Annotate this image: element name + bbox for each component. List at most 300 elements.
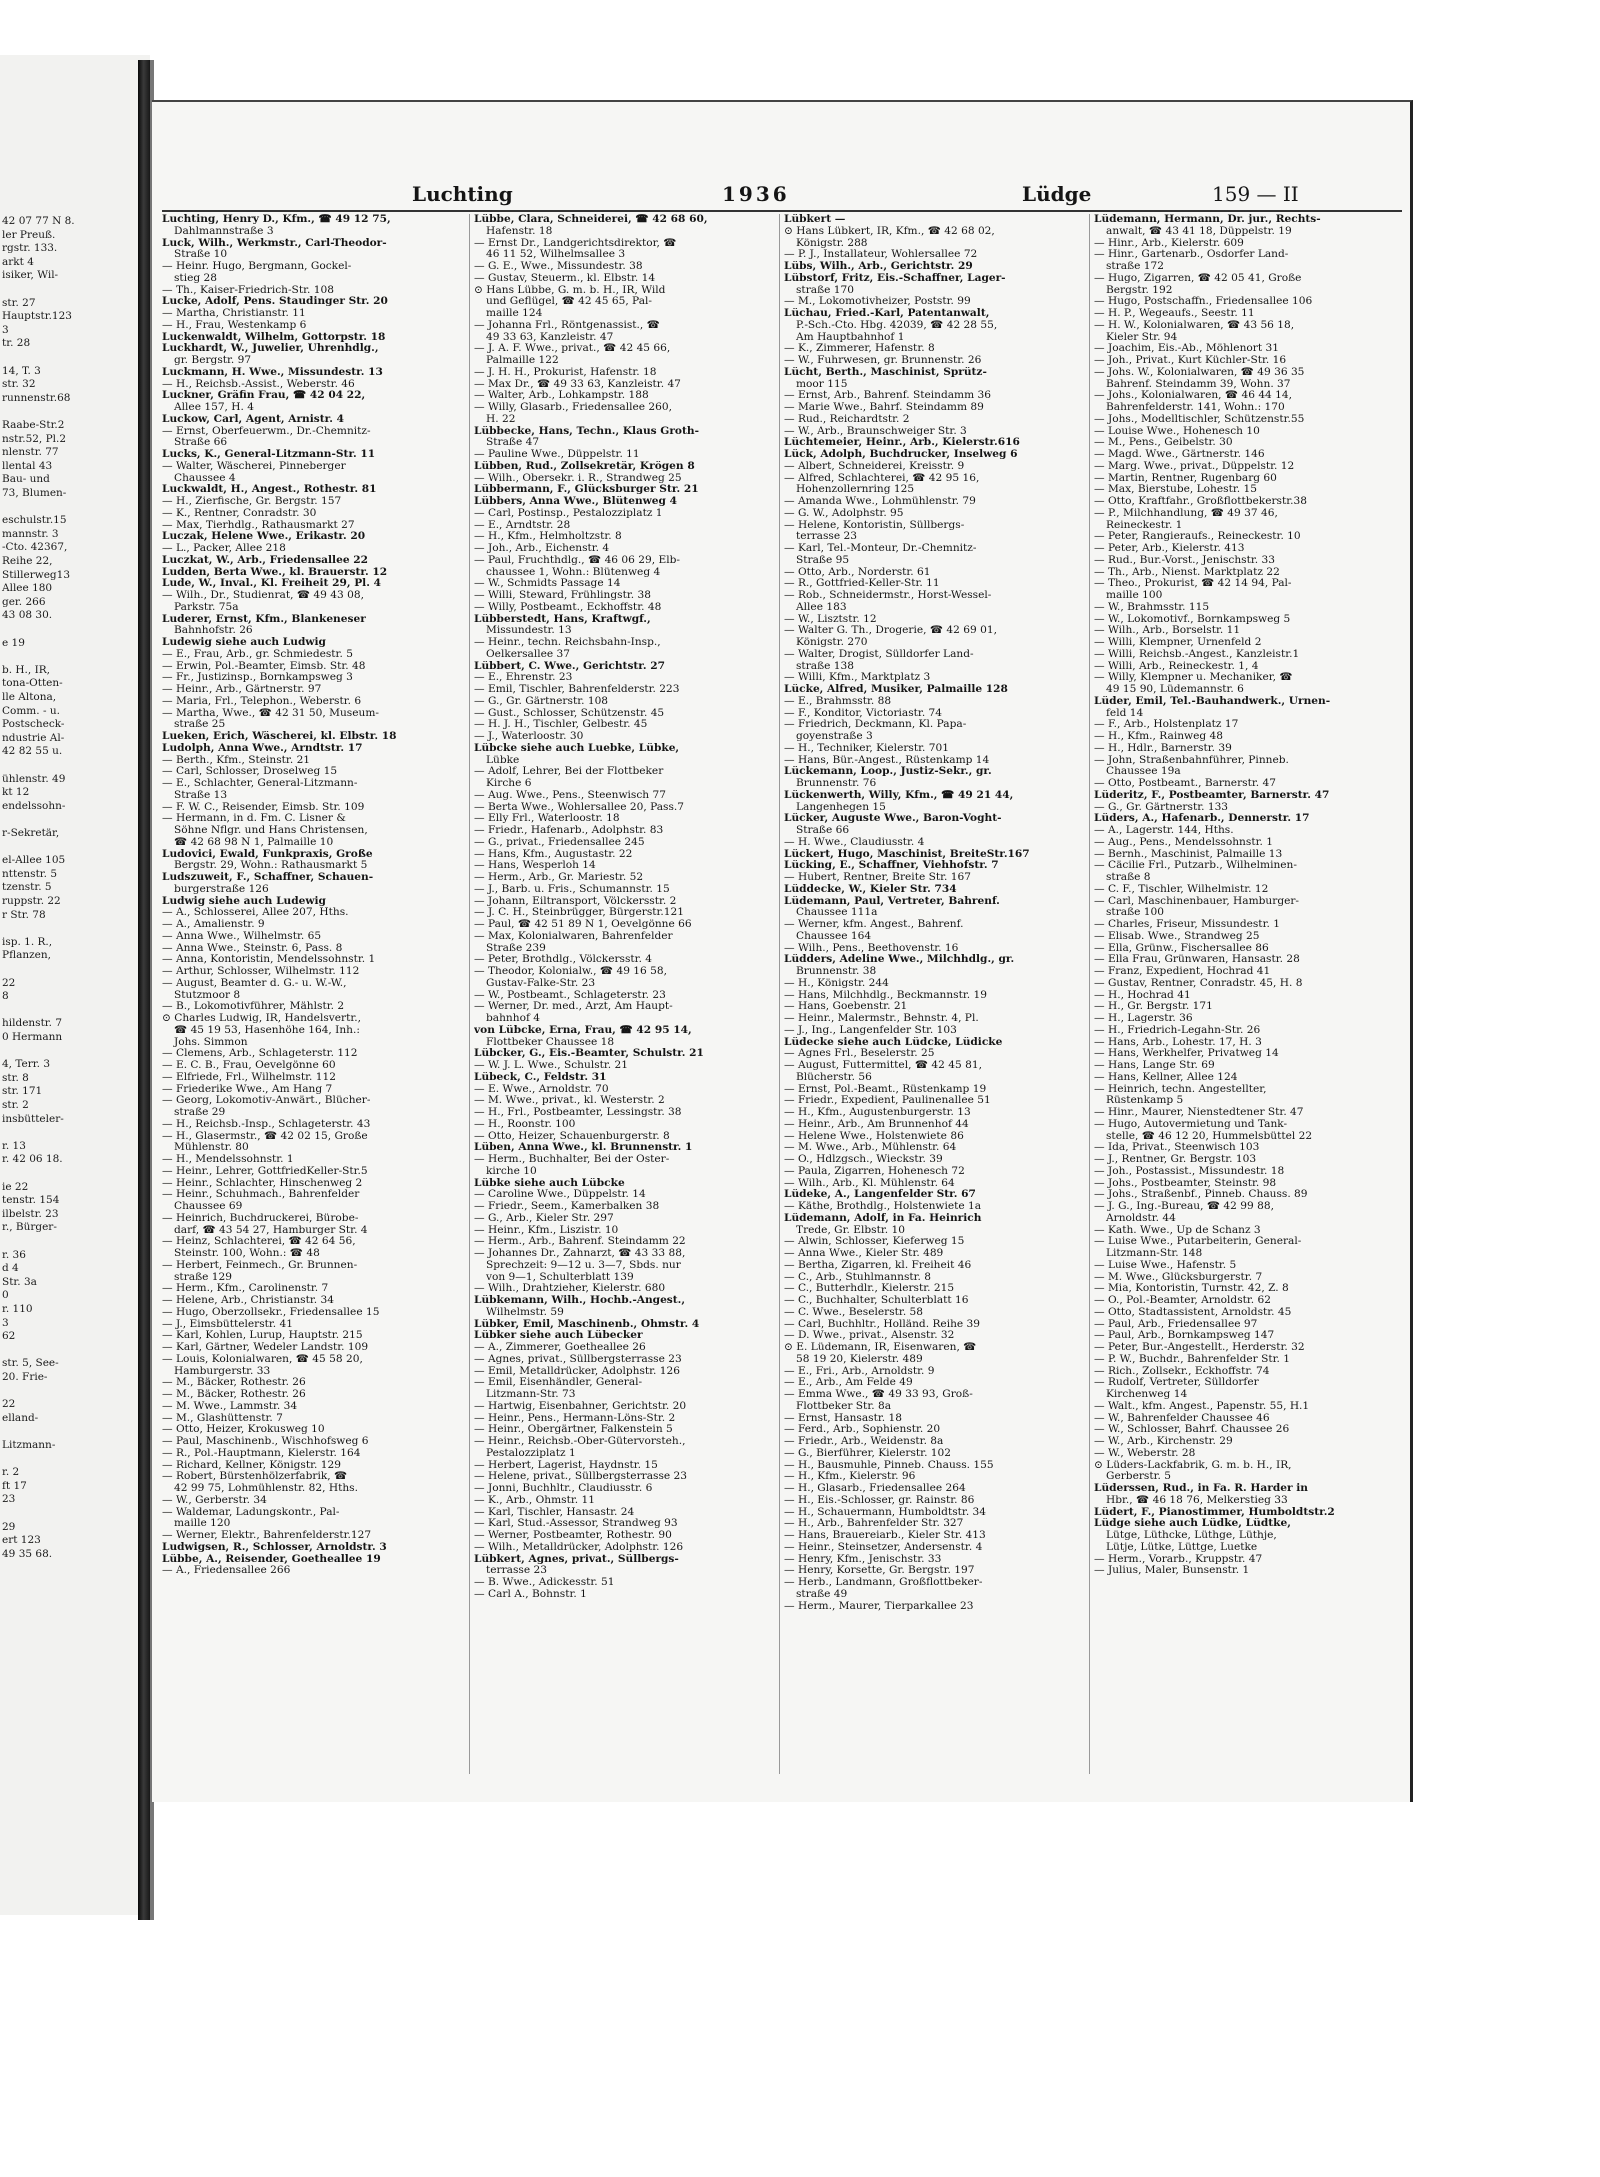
directory-entry: — Mia, Kontoristin, Turnstr. 42, Z. 8	[1094, 1283, 1289, 1295]
previous-page-text: 22	[2, 1398, 16, 1411]
directory-entry: Ludewig siehe auch Ludwig	[162, 637, 326, 648]
directory-entry: — A., Zimmerer, Goetheallee 26	[474, 1342, 646, 1353]
directory-entry: Allee 157, H. 4	[174, 402, 255, 413]
directory-entry: Lüben, Anna Wwe., kl. Brunnenstr. 1	[474, 1142, 693, 1154]
directory-entry: ☎ 42 68 98 N 1, Palmaille 10	[174, 836, 334, 848]
directory-entry: Lückert, Hugo, Maschinist, BreiteStr.167	[784, 848, 1030, 860]
directory-column-1	[162, 214, 470, 1774]
directory-entry: Lücht, Berth., Maschinist, Sprütz-	[784, 366, 987, 378]
directory-entry: — J. C. H., Steinbrügger, Bürgerstr.121	[474, 907, 685, 919]
directory-entry: — C., Arb., Stuhlmannstr. 8	[784, 1271, 932, 1283]
header-last-entry: Lüdge	[1022, 182, 1092, 206]
directory-entry: — M., Bäcker, Rothestr. 26	[162, 1389, 306, 1400]
directory-entry: — H., Hochrad 41	[1094, 989, 1191, 1001]
directory-entry: — W., Bahrenfelder Chaussee 46	[1094, 1412, 1270, 1424]
previous-page-text: str. 27	[2, 296, 36, 309]
directory-entry: — Friedr., Arb., Weidenstr. 8a	[784, 1436, 944, 1447]
directory-entry: — Charles, Friseur, Missundestr. 1	[1094, 919, 1280, 930]
previous-page-text: Str. 3a	[2, 1275, 37, 1288]
directory-entry: — H., Frau, Westenkamp 6	[162, 319, 307, 331]
directory-entry: — Johs., Straßenbf., Pinneb. Chauss. 89	[1094, 1189, 1308, 1201]
directory-entry: — W., Postbeamt., Schlageterstr. 23	[474, 989, 666, 1001]
directory-entry: Langenhegen 15	[796, 801, 886, 813]
directory-entry: — K., Arb., Ohmstr. 11	[474, 1494, 595, 1506]
directory-entry: — Berth., Kfm., Steinstr. 21	[162, 754, 311, 766]
directory-entry: — Franz, Expedient, Hochrad 41	[1094, 966, 1271, 977]
previous-page-text: Postscheck-	[2, 718, 65, 731]
directory-entry: Wilhelmstr. 59	[486, 1306, 564, 1318]
directory-entry: — G., privat., Friedensallee 245	[474, 836, 645, 848]
directory-entry: — Th., Kaiser-Friedrich-Str. 108	[162, 284, 334, 296]
previous-page-text: el-Allee 105	[2, 854, 66, 867]
directory-entry: 58 19 20, Kielerstr. 489	[796, 1353, 923, 1365]
directory-columns	[158, 214, 1406, 1774]
directory-entry: Hamburgerstr. 33	[174, 1365, 271, 1377]
previous-page-text: r., Bürger-	[2, 1221, 57, 1234]
directory-entry: — Friedr., Hafenarb., Adolphstr. 83	[474, 825, 664, 836]
directory-entry: — Karl, Tischler, Hansastr. 24	[474, 1506, 635, 1518]
directory-entry: — Robert, Bürstenhölzerfabrik, ☎	[162, 1471, 348, 1483]
directory-entry: — Arthur, Schlosser, Wilhelmstr. 112	[162, 966, 360, 977]
directory-entry: anwalt, ☎ 43 41 18, Düppelstr. 19	[1106, 225, 1292, 237]
directory-entry: — W., Brahmsstr. 115	[1094, 601, 1210, 613]
directory-entry: Lüdders, Adeline Wwe., Milchhdlg., gr.	[784, 954, 1015, 966]
directory-entry: — Johann, Eiltransport, Völckersstr. 2	[474, 895, 677, 907]
directory-entry: ⊙ Charles Ludwig, IR, Handelsvertr.,	[162, 1013, 361, 1024]
directory-entry: — J., Barb. u. Fris., Schumannstr. 15	[474, 883, 670, 895]
directory-entry: chaussee 1, Wohn.: Blütenweg 4	[486, 566, 661, 578]
directory-entry: Lücke, Alfred, Musiker, Palmaille 128	[784, 684, 1008, 695]
directory-entry: — Hinr., Gartenarb., Osdorfer Land-	[1094, 249, 1289, 261]
previous-page-text: Stillerweg13	[2, 568, 71, 581]
directory-entry: Sprechzeit: 9—12 u. 3—7, Sbds. nur	[486, 1259, 681, 1271]
directory-entry: — Caroline Wwe., Düppelstr. 14	[474, 1189, 646, 1201]
directory-entry: — G., Bierführer, Kielerstr. 102	[784, 1447, 952, 1459]
previous-page-text: isp. 1. R.,	[2, 935, 53, 948]
previous-page-text: r. 42 06 18.	[2, 1153, 63, 1166]
directory-entry: — Anna, Kontoristin, Mendelssohnstr. 1	[162, 954, 376, 966]
directory-entry: Bergstr. 192	[1106, 284, 1173, 296]
directory-entry: Ludovici, Ewald, Funkpraxis, Große	[162, 848, 373, 860]
directory-entry: — Heinr., Lehrer, GottfriedKeller-Str.5	[162, 1165, 368, 1177]
directory-entry: — M. Wwe., Arb., Mühlenstr. 64	[784, 1142, 957, 1154]
directory-entry: — H., Hdlr., Barnerstr. 39	[1094, 742, 1232, 754]
directory-entry: Pestalozziplatz 1	[486, 1447, 576, 1459]
directory-entry: kirche 10	[486, 1165, 537, 1177]
directory-entry: — Werner, Dr. med., Arzt, Am Haupt-	[474, 1001, 673, 1013]
directory-entry: — Friedrich, Deckmann, Kl. Papa-	[784, 719, 967, 731]
directory-entry: — Wilh., Arb., Kl. Mühlenstr. 64	[784, 1177, 955, 1189]
directory-entry: Lüddecke, W., Kieler Str. 734	[784, 883, 957, 895]
directory-entry: — Karl, Gärtner, Wedeler Landstr. 109	[162, 1342, 369, 1353]
directory-entry: feld 14	[1106, 707, 1144, 719]
directory-entry: Lüderssen, Rud., in Fa. R. Harder in	[1094, 1483, 1308, 1494]
directory-entry: Steinstr. 100, Wohn.: ☎ 48	[174, 1248, 320, 1259]
previous-page-text: tona-Otten-	[2, 677, 63, 690]
directory-entry: — Carl, Postinsp., Pestalozziplatz 1	[474, 507, 663, 519]
directory-entry: und Geflügel, ☎ 42 45 65, Pal-	[486, 296, 652, 308]
directory-entry: Kirchenweg 14	[1106, 1389, 1188, 1400]
directory-entry: — H. P., Wegeaufs., Seestr. 11	[1094, 308, 1255, 319]
previous-page-text: r-Sekretär,	[2, 827, 60, 839]
directory-entry: — Elly Frl., Waterloostr. 18	[474, 813, 620, 825]
directory-entry: Gustav-Falke-Str. 23	[486, 977, 596, 989]
directory-entry: Lüdemann, Hermann, Dr. jur., Rechts-	[1094, 214, 1321, 225]
directory-entry: Bahnhofstr. 26	[174, 625, 253, 637]
directory-entry: Straße 239	[486, 942, 546, 954]
directory-entry: — Werner, Postbeamter, Rothestr. 90	[474, 1530, 672, 1541]
directory-entry: — G. E., Wwe., Missundestr. 38	[474, 261, 643, 272]
directory-entry: Stutzmoor 8	[174, 989, 241, 1001]
directory-entry: — M. Wwe., Lammstr. 34	[162, 1400, 298, 1412]
directory-entry: — Helene Wwe., Holstenwiete 86	[784, 1130, 964, 1142]
directory-entry: — Otto, Postbeamt., Barnerstr. 47	[1094, 778, 1276, 789]
directory-entry: Lübkert, Agnes, privat., Süllbergs-	[474, 1553, 679, 1565]
directory-entry: — Heinr., Kfm., Liszistr. 10	[474, 1224, 619, 1236]
previous-page-text: str. 32	[2, 378, 36, 391]
directory-entry: straße 170	[796, 284, 855, 296]
directory-entry: — H. J. H., Tischler, Gelbestr. 45	[474, 719, 648, 731]
previous-page-text: ilbelstr. 23	[2, 1207, 59, 1220]
directory-entry: — A., Friedensallee 266	[162, 1565, 291, 1577]
directory-entry: — Emil, Eisenhändler, General-	[474, 1377, 643, 1389]
directory-entry: — Paula, Zigarren, Hohenesch 72	[784, 1165, 965, 1177]
directory-entry: straße 100	[1106, 907, 1165, 919]
directory-entry: maille 124	[486, 308, 543, 319]
directory-entry: Lüders, A., Hafenarb., Dennerstr. 17	[1094, 813, 1310, 825]
directory-entry: — Friedr., Expedient, Paulinenallee 51	[784, 1095, 991, 1107]
directory-entry: — Rich., Zollsekr., Eckhoffstr. 74	[1094, 1365, 1270, 1377]
directory-entry: 46 11 52, Wilhelmsallee 3	[486, 249, 626, 261]
directory-entry: — Theo., Prokurist, ☎ 42 14 94, Pal-	[1094, 578, 1292, 590]
directory-entry: — Waldemar, Ladungskontr., Pal-	[162, 1506, 340, 1518]
directory-entry: — H., Reichsb.-Insp., Schlageterstr. 43	[162, 1118, 371, 1130]
directory-entry: — Kath. Wwe., Up de Schanz 3	[1094, 1224, 1261, 1236]
directory-entry: — J., Eimsbüttelerstr. 41	[162, 1318, 294, 1330]
previous-page-text: str. 171	[2, 1085, 43, 1098]
directory-entry: — Herm., Arb., Bahrenf. Steindamm 22	[474, 1236, 686, 1248]
directory-entry: Lüdemann, Adolf, in Fa. Heinrich	[784, 1212, 982, 1224]
directory-entry: — J., Waterloostr. 30	[474, 731, 584, 742]
previous-page-text: Hauptstr.123	[2, 310, 72, 323]
directory-entry: — G. W., Adolphstr. 95	[784, 507, 904, 519]
directory-entry: — H., Gr. Bergstr. 171	[1094, 1001, 1213, 1013]
previous-page-text: 62	[2, 1330, 16, 1343]
directory-column-3	[784, 214, 1090, 1774]
directory-entry: — Joh., Arb., Eichenstr. 4	[474, 543, 610, 554]
directory-entry: — Anna Wwe., Kieler Str. 489	[784, 1248, 944, 1259]
directory-entry: — Helene, Arb., Christianstr. 34	[162, 1295, 334, 1306]
directory-entry: — E., Brahmsstr. 88	[784, 695, 892, 707]
previous-page-text: 14, T. 3	[2, 364, 41, 377]
directory-entry: — Johs., Postbeamter, Steinstr. 98	[1094, 1177, 1277, 1189]
directory-entry: Lüdeke, A., Langenfelder Str. 67	[784, 1189, 976, 1201]
directory-entry: Flottbeker Chaussee 18	[486, 1036, 615, 1048]
directory-entry: Straße 66	[796, 825, 850, 836]
directory-entry: bahnhof 4	[486, 1013, 540, 1024]
previous-page-text: nstr.52, Pl.2	[2, 432, 67, 445]
directory-entry: Lucke, Adolf, Pens. Staudinger Str. 20	[162, 296, 388, 308]
directory-entry: maille 100	[1106, 590, 1163, 601]
directory-entry: — A., Lagerstr. 144, Hths.	[1094, 825, 1234, 836]
directory-entry: Lück, Adolph, Buchdrucker, Inselweg 6	[784, 449, 1018, 460]
directory-entry: — Peter, Rangieraufs., Reineckestr. 10	[1094, 531, 1301, 543]
directory-entry: Luckmann, H. Wwe., Missundestr. 13	[162, 366, 383, 378]
directory-entry: — B., Lokomotivführer, Mählstr. 2	[162, 1001, 345, 1013]
directory-entry: — H., Arb., Bahrenfelder Str. 327	[784, 1518, 964, 1530]
directory-entry: — Willi, Kfm., Marktplatz 3	[784, 672, 931, 684]
directory-entry: — Alwin, Schlosser, Kieferweg 15	[784, 1236, 965, 1248]
directory-entry: Lüdge siehe auch Lüdke, Lüdtke,	[1094, 1518, 1291, 1530]
directory-entry: — Wilh., Arb., Borselstr. 11	[1094, 625, 1241, 637]
directory-entry: — A., Schlosserei, Allee 207, Hths.	[162, 907, 349, 919]
directory-entry: Reineckestr. 1	[1106, 519, 1183, 531]
directory-entry: straße 49	[796, 1588, 848, 1600]
directory-entry: — Carl A., Bohnstr. 1	[474, 1588, 587, 1600]
directory-entry: — Willi, Arb., Reineckestr. 1, 4	[1094, 660, 1259, 672]
directory-entry: — Otto, Heizer, Krokusweg 10	[162, 1424, 325, 1436]
directory-entry: — Johs., Kolonialwaren, ☎ 46 44 14,	[1094, 390, 1293, 402]
directory-entry: — E., Arndtstr. 28	[474, 519, 571, 531]
directory-entry: — Willy, Glasarb., Friedensallee 260,	[474, 402, 672, 413]
directory-entry: 49 33 63, Kanzleistr. 47	[486, 331, 614, 343]
directory-entry: — Gustav, Steuerm., kl. Elbstr. 14	[474, 272, 656, 284]
directory-entry: — Heinr., Arb., Am Brunnenhof 44	[784, 1118, 969, 1130]
directory-entry: — Käthe, Brothdlg., Holstenwiete 1a	[784, 1201, 982, 1212]
previous-page-text: nlenstr. 77	[2, 446, 59, 459]
directory-entry: Luchting, Henry D., Kfm., ☎ 49 12 75,	[162, 214, 391, 225]
directory-entry: Allee 183	[796, 601, 847, 613]
directory-entry: Bahrenf. Steindamm 39, Wohn. 37	[1106, 378, 1291, 390]
directory-entry: — Hermann, in d. Fm. C. Lisner &	[162, 813, 346, 825]
directory-entry: Lüdemann, Paul, Vertreter, Bahrenf.	[784, 895, 1000, 907]
directory-entry: Straße 10	[174, 249, 228, 261]
directory-entry: — H., Zierfische, Gr. Bergstr. 157	[162, 496, 342, 507]
directory-entry: — H., Königstr. 244	[784, 977, 889, 989]
directory-entry: Lübstorf, Fritz, Eis.-Schaffner, Lager-	[784, 272, 1006, 284]
previous-page-text: ger. 266	[2, 595, 46, 608]
previous-page-text: str. 2	[2, 1099, 29, 1111]
directory-entry: — Wilh., Metalldrücker, Adolphstr. 126	[474, 1541, 684, 1553]
directory-entry: Lückenwerth, Willy, Kfm., ☎ 49 21 44,	[784, 789, 1014, 801]
directory-entry: Palmaille 122	[486, 355, 559, 366]
previous-page-text: 0 Hermann	[2, 1031, 63, 1043]
previous-page-text: 3	[2, 1316, 9, 1329]
directory-entry: H. 22	[486, 413, 516, 425]
directory-entry: — H., Bausmuhle, Pinneb. Chauss. 155	[784, 1459, 994, 1471]
directory-entry: stelle, ☎ 46 12 20, Hummelsbüttel 22	[1106, 1130, 1313, 1142]
directory-entry: Ludszuweit, F., Schaffner, Schauen-	[162, 872, 374, 883]
previous-page-text: r. 36	[2, 1248, 26, 1261]
directory-entry: Litzmann-Str. 73	[486, 1389, 576, 1400]
previous-page-text: Comm. - u.	[2, 704, 60, 717]
directory-entry: — F., Konditor, Victoriastr. 74	[784, 707, 943, 719]
previous-page-text: Raabe-Str.2	[2, 419, 65, 431]
directory-entry: — W., Lisztstr. 12	[784, 613, 877, 625]
directory-entry: — M., Glashüttenstr. 7	[162, 1412, 283, 1424]
directory-entry: — J. H. H., Prokurist, Hafenstr. 18	[474, 366, 657, 378]
directory-entry: — G., Gr. Gärtnerstr. 108	[474, 695, 609, 707]
directory-entry: Ludden, Berta Wwe., kl. Brauerstr. 12	[162, 566, 388, 578]
directory-entry: — Hans, Werkhelfer, Privatweg 14	[1094, 1048, 1279, 1060]
directory-entry: stieg 28	[174, 272, 217, 284]
directory-entry: moor 115	[796, 378, 848, 390]
directory-entry: — R., Pol.-Hauptmann, Kielerstr. 164	[162, 1447, 361, 1459]
previous-page-text: b. H., IR,	[2, 663, 50, 676]
directory-entry: — Heinz, Schlachterei, ☎ 42 64 56,	[162, 1236, 356, 1248]
directory-entry: — O., Pol.-Beamter, Arnoldstr. 62	[1094, 1295, 1272, 1306]
directory-entry: straße 29	[174, 1107, 226, 1118]
previous-page-text: kt 12	[2, 786, 30, 799]
previous-page-text: 3	[2, 323, 9, 336]
directory-entry: — Anna Wwe., Wilhelmstr. 65	[162, 930, 322, 942]
directory-entry: — Hans, Brauereiarb., Kieler Str. 413	[784, 1530, 986, 1541]
previous-page-text: 23	[2, 1493, 16, 1506]
directory-entry: — Agnes, privat., Süllbergsterrasse 23	[474, 1353, 682, 1365]
directory-entry: — Erwin, Pol.-Beamter, Eimsb. Str. 48	[162, 660, 366, 672]
previous-page-text: 0	[2, 1289, 9, 1302]
directory-entry: — P. W., Buchdr., Bahrenfelder Str. 1	[1094, 1353, 1290, 1365]
directory-entry: ⊙ Lüders-Lackfabrik, G. m. b. H., IR,	[1094, 1459, 1292, 1471]
directory-entry: — Hartwig, Eisenbahner, Gerichtstr. 20	[474, 1400, 687, 1412]
directory-entry: — E., Ehrenstr. 23	[474, 672, 573, 684]
directory-entry: — Hans, Arb., Lohestr. 17, H. 3	[1094, 1036, 1262, 1048]
directory-entry: — Johs. W., Kolonialwaren, ☎ 49 36 35	[1094, 366, 1305, 378]
directory-entry: — G., Gr. Gärtnerstr. 133	[1094, 801, 1229, 813]
directory-entry: — Ella, Grünw., Fischersallee 86	[1094, 942, 1269, 954]
directory-entry: Luckow, Carl, Agent, Arnistr. 4	[162, 413, 344, 425]
directory-entry: — O., Hdlzgsch., Wieckstr. 39	[784, 1154, 943, 1165]
directory-entry: — H., Kfm., Helmholtzstr. 8	[474, 531, 622, 543]
directory-entry: — Max, Kolonialwaren, Bahrenfelder	[474, 930, 673, 942]
directory-entry: — Pauline Wwe., Düppelstr. 11	[474, 449, 640, 460]
directory-entry: Lübbert, C. Wwe., Gerichtstr. 27	[474, 660, 666, 672]
previous-page-text: r Str. 78	[2, 908, 46, 921]
directory-entry: — C. Wwe., Beselerstr. 58	[784, 1306, 924, 1318]
directory-entry: Lüchtemeier, Heinr., Arb., Kielerstr.616	[784, 437, 1020, 449]
directory-entry: — Julius, Maler, Bunsenstr. 1	[1094, 1565, 1250, 1577]
directory-entry: — Hans, Wesperloh 14	[474, 860, 596, 872]
directory-entry: Bahrenfelderstr. 141, Wohn.: 170	[1106, 402, 1285, 413]
previous-page-text: ler Preuß.	[2, 228, 56, 241]
directory-entry: Luckwaldt, H., Angest., Rothestr. 81	[162, 484, 377, 496]
directory-entry: — L., Packer, Allee 218	[162, 543, 286, 554]
directory-entry: Chaussee 4	[174, 472, 236, 484]
directory-entry: — Henry, Korsette, Gr. Bergstr. 197	[784, 1565, 975, 1577]
previous-page-text: Litzmann-	[2, 1439, 56, 1451]
previous-page-text: runnenstr.68	[2, 391, 71, 404]
directory-entry: — Heinr., Pens., Hermann-Löns-Str. 2	[474, 1412, 676, 1424]
previous-page-text: Bau- und	[2, 473, 50, 486]
directory-entry: Mühlenstr. 80	[174, 1142, 249, 1154]
directory-entry: — H., Techniker, Kielerstr. 701	[784, 742, 949, 754]
directory-entry: — Hubert, Rentner, Breite Str. 167	[784, 872, 971, 883]
directory-entry: — John, Straßenbahnführer, Pinneb.	[1094, 754, 1289, 766]
directory-entry: — Theodor, Kolonialw., ☎ 49 16 58,	[474, 966, 667, 977]
previous-page-text: 43 08 30.	[2, 609, 53, 622]
directory-entry: — Marg. Wwe., privat., Düppelstr. 12	[1094, 460, 1295, 472]
directory-entry: — H., Glasermstr., ☎ 42 02 15, Große	[162, 1130, 368, 1142]
directory-entry: — Heinr., Schlachter, Hinschenweg 2	[162, 1177, 363, 1189]
directory-entry: von 9—1, Schulterblatt 139	[486, 1271, 634, 1283]
directory-entry: Lübkert —	[784, 214, 846, 225]
directory-entry: — W. J. L. Wwe., Schulstr. 21	[474, 1060, 629, 1071]
directory-entry: — M. Wwe., Glücksburgerstr. 7	[1094, 1271, 1263, 1283]
directory-entry: Lübcke siehe auch Luebke, Lübke,	[474, 742, 680, 754]
directory-entry: Kirche 6	[486, 778, 532, 789]
directory-entry: Luckenwaldt, Wilhelm, Gottorpstr. 18	[162, 331, 386, 343]
directory-entry: Lübker, Emil, Maschinenb., Ohmstr. 4	[474, 1318, 700, 1330]
previous-page-text: 20. Frie-	[2, 1371, 48, 1383]
previous-page-text: mannstr. 3	[2, 527, 59, 540]
directory-entry: von Lübcke, Erna, Frau, ☎ 42 95 14,	[474, 1024, 692, 1036]
directory-entry: — Helene, privat., Süllbergsterrasse 23	[474, 1471, 687, 1483]
previous-page-text: Pflanzen,	[2, 949, 51, 962]
directory-entry: — Walt., kfm. Angest., Papenstr. 55, H.1	[1094, 1400, 1310, 1412]
directory-entry: — Martha, Wwe., ☎ 42 31 50, Museum-	[162, 707, 379, 719]
previous-page-text: ert 123	[2, 1534, 41, 1547]
directory-entry: — Peter, Brothdlg., Völckersstr. 4	[474, 954, 653, 966]
directory-entry: Chaussee 111a	[796, 907, 878, 919]
directory-entry: — M., Bäcker, Rothestr. 26	[162, 1377, 306, 1389]
directory-entry: — Heinr., Obergärtner, Falkenstein 5	[474, 1424, 673, 1436]
directory-entry: Lübbecke, Hans, Techn., Klaus Groth-	[474, 425, 699, 437]
directory-entry: — E., Arb., Am Felde 49	[784, 1377, 913, 1389]
directory-entry: — E. C. B., Frau, Oevelgönne 60	[162, 1060, 336, 1071]
directory-entry: Lüdecke siehe auch Lüdcke, Lüdicke	[784, 1036, 1003, 1048]
directory-entry: — Amanda Wwe., Lohmühlenstr. 79	[784, 496, 976, 507]
directory-entry: — E., Fri., Arb., Arnoldstr. 9	[784, 1365, 935, 1377]
directory-entry: Lübcker, G., Eis.-Beamter, Schulstr. 21	[474, 1048, 704, 1060]
directory-entry: — Wilh., Obersekr. i. R., Strandweg 25	[474, 472, 682, 484]
previous-page-text: 42 07 77 N 8.	[2, 215, 75, 227]
directory-entry: — Willy, Postbeamt., Eckhoffstr. 48	[474, 601, 662, 613]
directory-entry: Arnoldstr. 44	[1106, 1212, 1176, 1224]
directory-entry: Dahlmannstraße 3	[174, 225, 274, 237]
directory-entry: straße 172	[1106, 261, 1165, 272]
directory-entry: — Joh., Postassist., Missundestr. 18	[1094, 1165, 1285, 1177]
directory-entry: — H., Kfm., Kielerstr. 96	[784, 1471, 916, 1483]
previous-page-text: 4, Terr. 3	[2, 1058, 50, 1071]
previous-page-text: 29	[2, 1520, 16, 1533]
directory-entry: — Heinr., Arb., Gärtnerstr. 97	[162, 684, 322, 695]
directory-entry: — Otto, Arb., Norderstr. 61	[784, 566, 931, 578]
directory-entry: Lübeck, C., Feldstr. 31	[474, 1071, 607, 1083]
directory-entry: Am Hauptbahnhof 1	[796, 331, 905, 343]
directory-entry: Trede, Gr. Elbstr. 10	[796, 1224, 905, 1236]
directory-entry: — Ferd., Arb., Sophienstr. 20	[784, 1424, 941, 1436]
directory-entry: — Otto, Kraftfahr., Großflottbekerstr.38	[1094, 496, 1307, 507]
directory-entry: — Hans, Kellner, Allee 124	[1094, 1071, 1238, 1083]
previous-page-text: r. 2	[2, 1466, 20, 1479]
directory-entry: — R., Gottfried-Keller-Str. 11	[784, 578, 940, 590]
directory-entry: — Martin, Rentner, Rugenbarg 60	[1094, 472, 1277, 484]
previous-page-text: Allee 180	[2, 582, 53, 595]
directory-entry: Lückemann, Loop., Justiz-Sekr., gr.	[784, 766, 992, 778]
directory-entry: — J., Ing., Langenfelder Str. 103	[784, 1024, 957, 1036]
directory-entry: — Ernst, Pol.-Beamt., Rüstenkamp 19	[784, 1083, 987, 1095]
directory-entry: — Hugo, Postschaffn., Friedensallee 106	[1094, 296, 1313, 308]
previous-page-fragment	[0, 55, 150, 1915]
directory-entry: — K., Zimmerer, Hafenstr. 8	[784, 343, 935, 355]
directory-entry: Kieler Str. 94	[1106, 331, 1178, 343]
directory-entry: — Heinr., Reichsb.-Ober-Gütervorsteh.,	[474, 1436, 686, 1447]
directory-entry: — Berta Wwe., Wohlersallee 20, Pass.7	[474, 801, 685, 813]
directory-entry: — Johanna Frl., Röntgenassist., ☎	[474, 319, 660, 331]
directory-entry: — Karl, Stud.-Assessor, Strandweg 93	[474, 1518, 678, 1530]
previous-page-text: 73, Blumen-	[2, 487, 67, 499]
previous-page-text: eschulstr.15	[2, 514, 67, 527]
